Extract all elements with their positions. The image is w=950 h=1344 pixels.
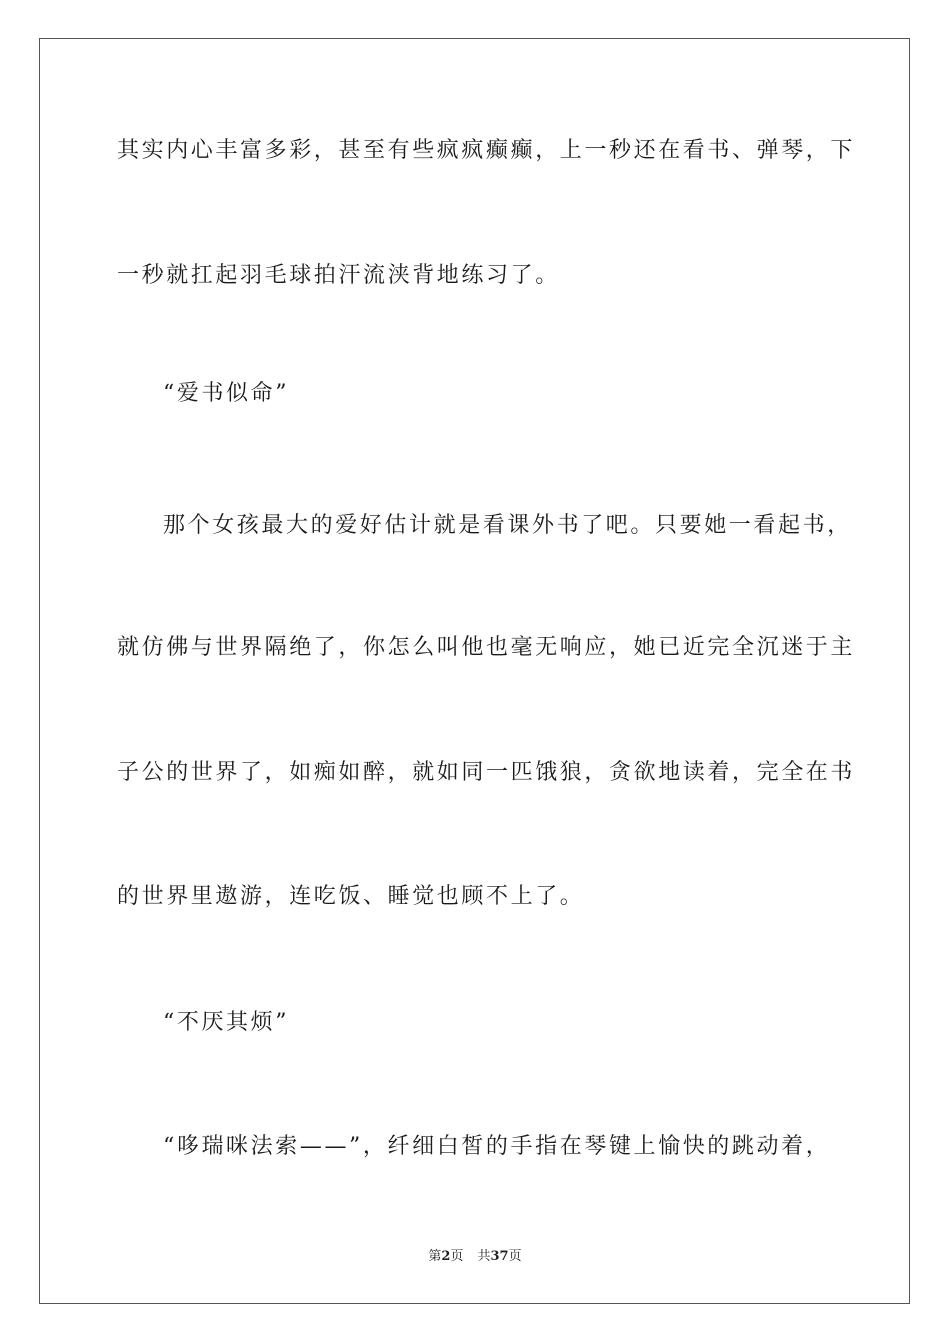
section-heading: “不厌其烦” — [163, 1010, 290, 1035]
total-suffix: 页 — [508, 1249, 522, 1264]
total-pages: 37 — [490, 1249, 509, 1264]
text-line: 一秒就扛起羽毛球拍汗流浃背地练习了。 — [117, 263, 560, 288]
page-prefix: 第 — [428, 1249, 442, 1264]
section-heading: “爱书似命” — [163, 381, 290, 406]
page-border — [39, 38, 910, 1304]
page-number: 2 — [441, 1249, 451, 1264]
text-line: 其实内心丰富多彩，甚至有些疯疯癫癫，上一秒还在看书、弹琴，下 — [117, 138, 856, 163]
text-line: 的世界里遨游，连吃饭、睡觉也顾不上了。 — [117, 884, 585, 909]
text-line: “哆瑞咪法索——”，纤细白皙的手指在琴键上愉快的跳动着， — [163, 1134, 831, 1159]
page-footer — [0, 1248, 950, 1266]
text-line: 就仿佛与世界隔绝了，你怎么叫他也毫无响应，她已近完全沉迷于主 — [117, 635, 856, 660]
text-line: 子公的世界了，如痴如醉，就如同一匹饿狼，贪欲地读着，完全在书 — [117, 760, 856, 785]
total-prefix: 共 — [477, 1249, 491, 1264]
page-suffix: 页 — [450, 1249, 464, 1264]
text-line: 那个女孩最大的爱好估计就是看课外书了吧。只要她一看起书， — [163, 513, 852, 538]
